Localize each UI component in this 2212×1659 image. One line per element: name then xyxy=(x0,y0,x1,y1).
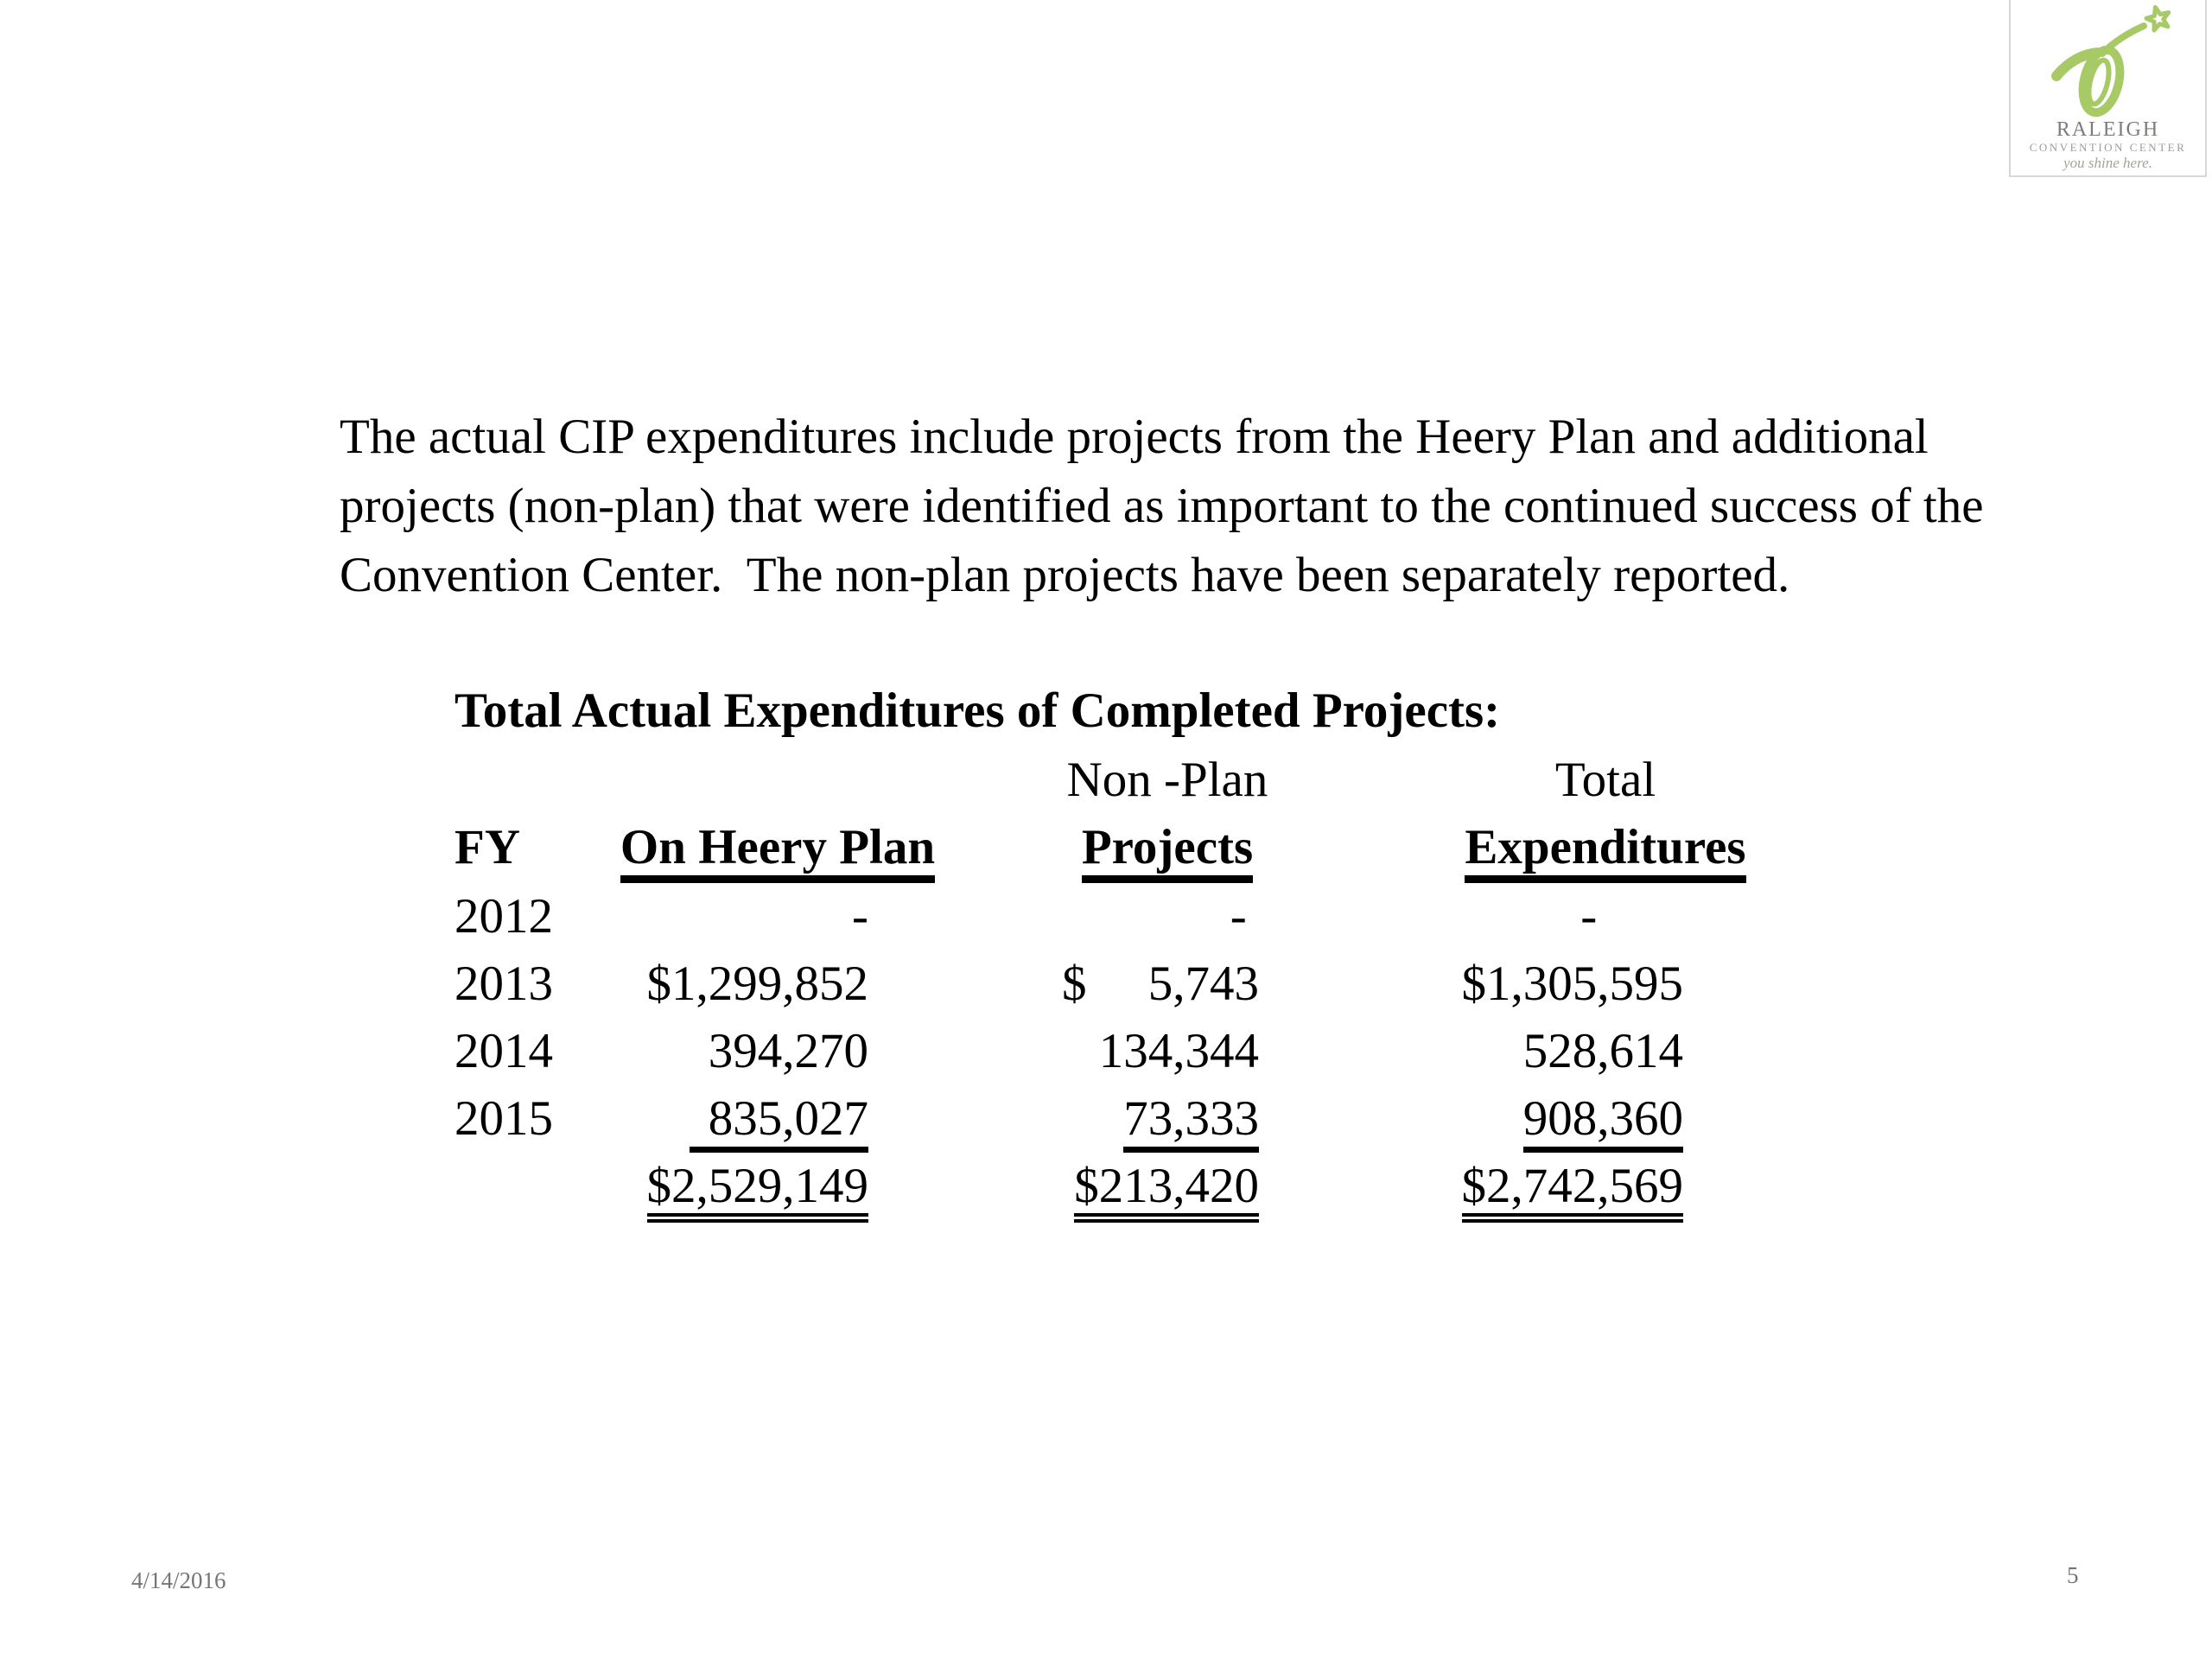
paragraph-line-2: projects (non-plan) that were identified as important to the continued success of the xyxy=(340,479,1984,533)
col-header-fy: FY xyxy=(454,820,520,874)
table-header-row-top xyxy=(454,747,1763,814)
cell-nonplan xyxy=(1028,1085,1287,1153)
table-row-grand-total xyxy=(454,1153,1763,1223)
grand-total-nonplan: $213,420 xyxy=(1074,1161,1259,1223)
paragraph-line-1: The actual CIP expenditures include projects from the Heery Plan and additional xyxy=(340,410,1929,464)
grand-total-heery: $2,529,149 xyxy=(647,1161,869,1223)
col-header-total-label: Expenditures xyxy=(1465,822,1745,883)
table-row-2012 xyxy=(454,883,1763,950)
cell-fy: 2013 xyxy=(454,956,553,1011)
cell-total xyxy=(1417,1085,1763,1153)
raleigh-convention-center-logo xyxy=(2009,0,2207,177)
cell-nonplan-underlined: 73,333 xyxy=(1123,1094,1259,1153)
col-header-heery-label: On Heery Plan xyxy=(620,822,935,883)
cell-nonplan-grand-total xyxy=(1028,1153,1287,1223)
cell-fy: 2014 xyxy=(454,1023,553,1078)
expenditures-table xyxy=(454,676,1763,1223)
col-header-nonplan-label: Projects xyxy=(1082,822,1253,883)
logo-title: RALEIGH xyxy=(2056,118,2160,141)
table-header-row xyxy=(454,814,1763,883)
cell-nonplan: $ 5,743 xyxy=(1062,956,1259,1011)
cell-heery-grand-total xyxy=(605,1153,950,1223)
grand-total-total: $2,742,569 xyxy=(1462,1161,1684,1223)
cell-heery xyxy=(605,1085,950,1153)
cell-heery-underlined: 835,027 xyxy=(690,1094,868,1153)
cell-heery: $1,299,852 xyxy=(646,956,868,1011)
cell-fy: 2012 xyxy=(454,888,553,944)
cell-heery: - xyxy=(852,888,868,944)
paragraph-line-3: Convention Center. The non-plan projects have been separately reported. xyxy=(340,548,1790,602)
col-header-total xyxy=(1417,814,1763,883)
cell-heery: 394,270 xyxy=(708,1023,868,1078)
cell-nonplan: 134,344 xyxy=(1098,1023,1259,1078)
col-header-nonplan xyxy=(1028,814,1287,883)
page-number: 5 xyxy=(2067,1562,2079,1588)
col-header-nonplan-top: Non -Plan xyxy=(1066,753,1268,807)
table-row-2013 xyxy=(454,950,1763,1018)
cell-nonplan: - xyxy=(1230,888,1259,944)
cell-fy: 2015 xyxy=(454,1090,553,1146)
logo-tagline: you shine here. xyxy=(2063,155,2152,171)
col-header-total-top: Total xyxy=(1554,753,1656,807)
table-title: Total Actual Expenditures of Completed Projects: xyxy=(454,683,1501,738)
sprout-star-icon xyxy=(2035,2,2186,118)
cell-total-grand-total xyxy=(1417,1153,1763,1223)
cell-total: $1,305,595 xyxy=(1461,956,1683,1011)
cell-total-underlined: 908,360 xyxy=(1523,1094,1683,1153)
intro-paragraph xyxy=(340,403,1984,610)
footer-date: 4/14/2016 xyxy=(131,1567,226,1593)
table-row-2014 xyxy=(454,1018,1763,1085)
logo-subtitle: CONVENTION CENTER xyxy=(2029,141,2187,154)
cell-total: - xyxy=(1580,888,1683,944)
col-header-heery xyxy=(605,814,950,883)
cell-total: 528,614 xyxy=(1522,1023,1683,1078)
table-row-2015 xyxy=(454,1085,1763,1153)
